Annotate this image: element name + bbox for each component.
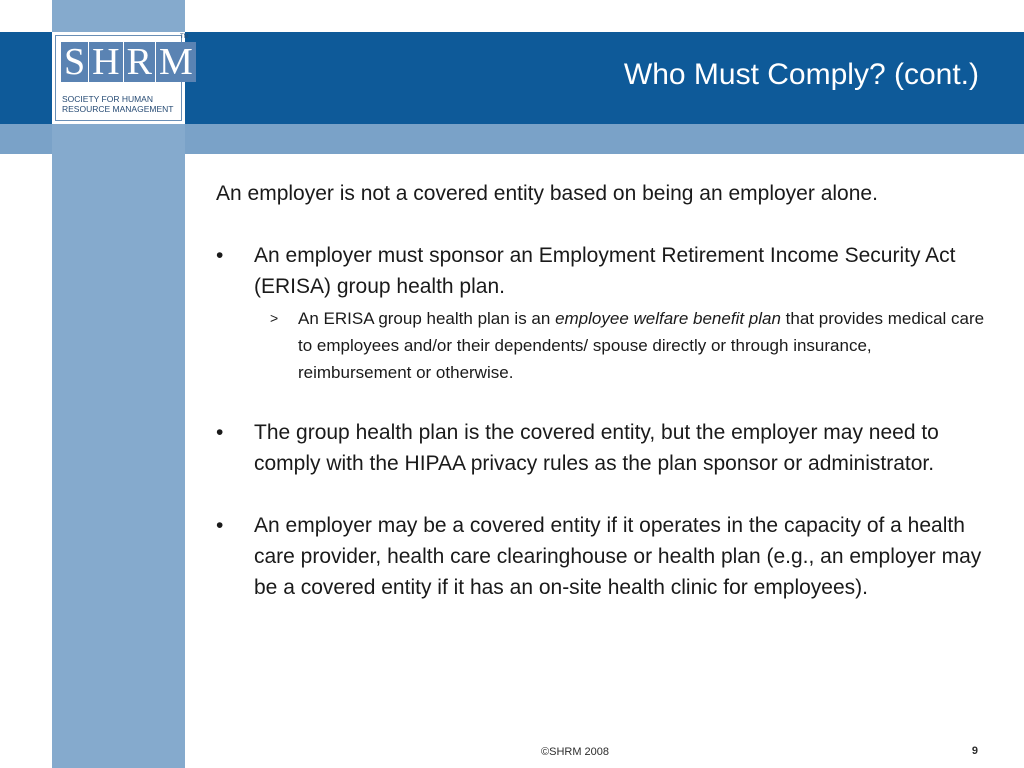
bullet-icon: •: [216, 421, 224, 444]
logo-letter-h: H: [89, 42, 122, 82]
bullet-text-1: An employer must sponsor an Employment Retirement Income Security Act (ERISA) group health plan.: [254, 244, 956, 298]
footer-copyright: ©SHRM 2008: [541, 746, 610, 758]
sub-bullet-arrow-icon: >: [270, 310, 279, 326]
logo-letter-r: R: [124, 42, 155, 82]
logo-subtitle-line2: RESOURCE MANAGEMENT: [62, 104, 174, 114]
sub-bullet-text-end: that provides medical care to employees and/or their dependents/ spouse directly or through insurance, reimbursement or otherwise.: [298, 309, 985, 382]
logo-letter-s: S: [61, 42, 88, 82]
bullet-item-2: [216, 417, 986, 479]
bullet-icon: •: [216, 244, 224, 267]
bullet-text-2: The group health plan is the covered entity, but the employer may need to comply with the HIPAA privacy rules as the plan sponsor or administrator.: [254, 421, 939, 475]
logo-trademark: TM: [180, 34, 189, 40]
logo-subtitle: [62, 94, 182, 114]
slide-title: Who Must Comply? (cont.): [623, 58, 979, 91]
logo-letter-m: M: [156, 42, 196, 82]
bullet-icon: •: [216, 514, 224, 537]
logo-subtitle-line1: SOCIETY FOR HUMAN: [62, 94, 153, 104]
slide-content: [216, 178, 986, 603]
sub-bullet-text-start: An ERISA group health plan is an: [298, 309, 556, 328]
bullet-item-1: [216, 240, 986, 302]
sub-bullet-emphasis: employee welfare benefit plan: [555, 309, 781, 328]
bullet-text-3: An employer may be a covered entity if it operates in the capacity of a health care provider, health care clearinghouse or health plan (e.g., an employer may be a covered entity if it has an on-site health clinic for employees).: [254, 514, 982, 599]
bullet-item-3: [216, 510, 986, 603]
shrm-logo: [52, 32, 193, 124]
logo-wordmark: [61, 41, 193, 83]
intro-paragraph: An employer is not a covered entity based on being an employer alone.: [216, 182, 878, 205]
sub-bullet-item-1: [216, 305, 986, 386]
page-number: 9: [971, 745, 978, 757]
